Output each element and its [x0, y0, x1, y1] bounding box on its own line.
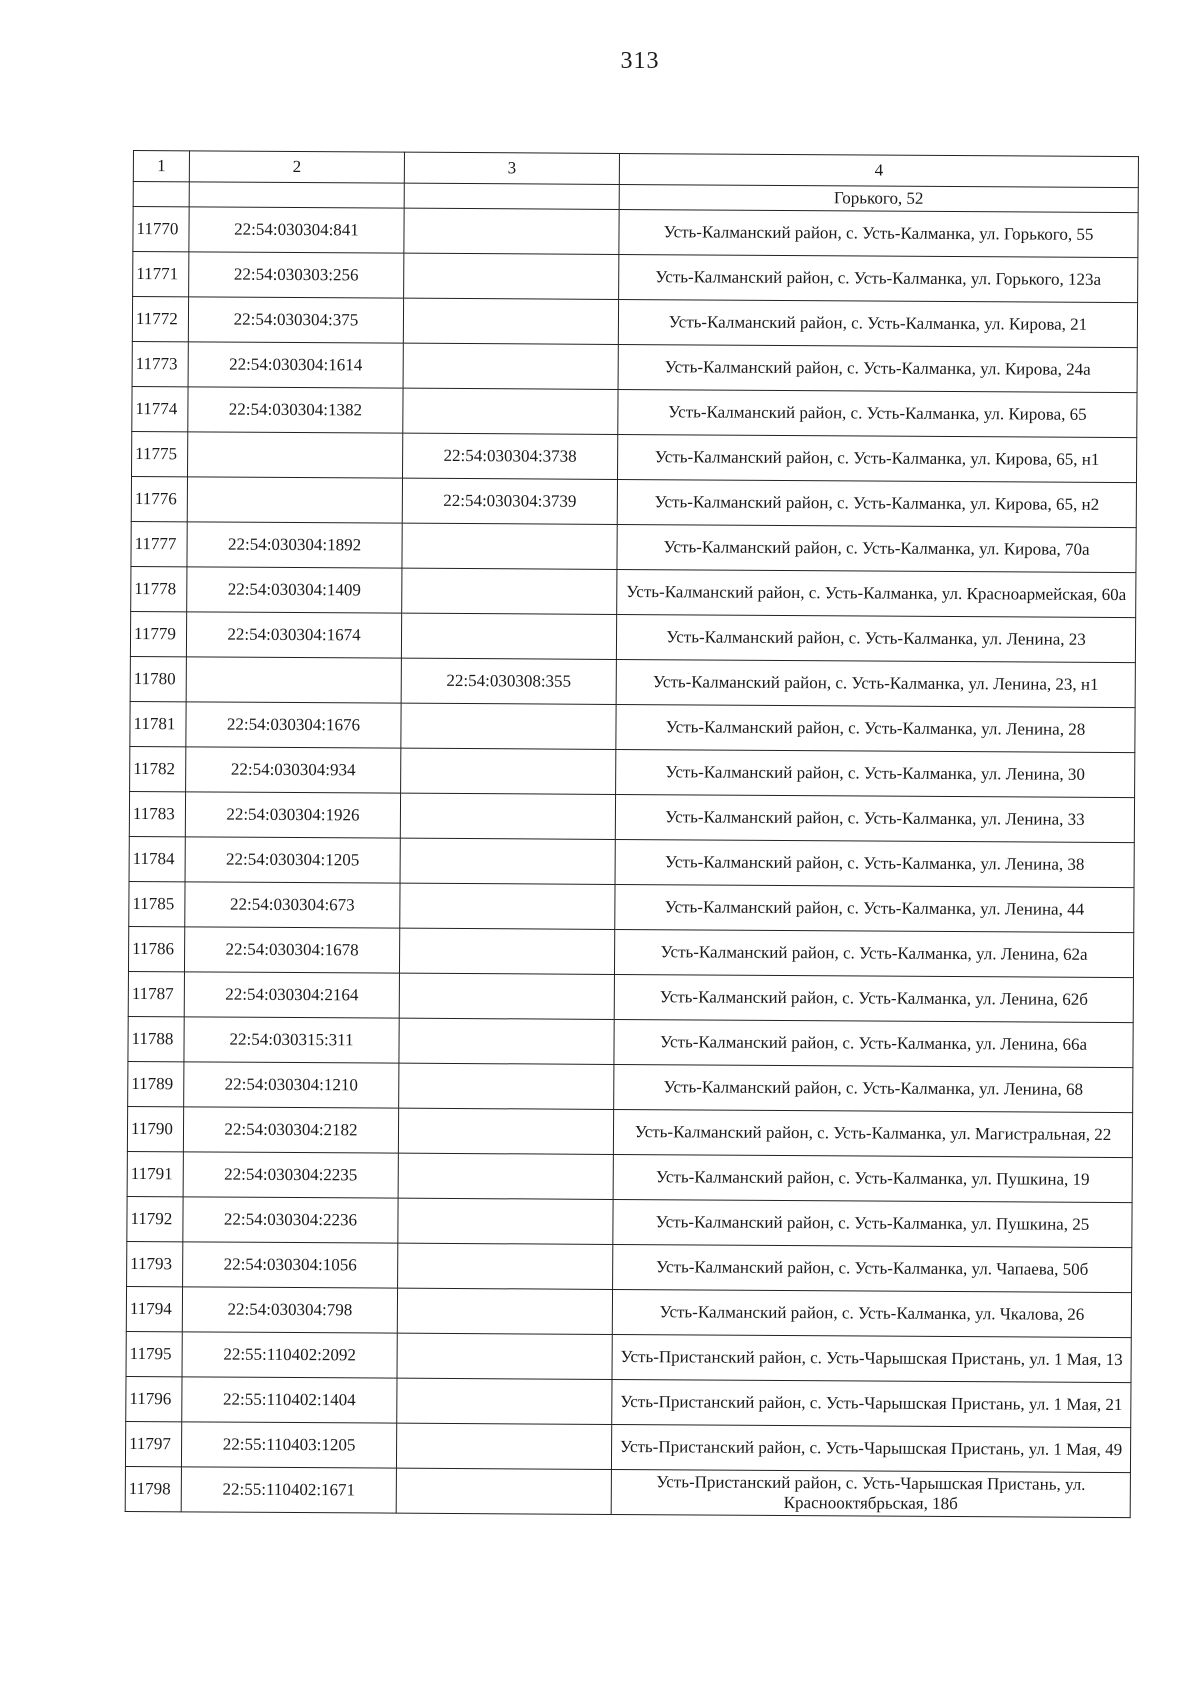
table-row	[130, 656, 1135, 707]
table-row	[132, 341, 1137, 392]
building-cadastral-number	[398, 1243, 613, 1289]
row-number: 11789	[128, 1061, 184, 1106]
row-number: 11775	[132, 431, 188, 476]
address: Усть-Калманский район, с. Усть-Калманка, ул. Ленина, 62б	[614, 974, 1133, 1022]
building-cadastral-number	[402, 523, 617, 569]
building-cadastral-number	[398, 1153, 613, 1199]
address: Усть-Калманский район, с. Усть-Калманка, ул. Ленина, 23, н1	[616, 659, 1135, 707]
table-row	[132, 297, 1137, 348]
row-number: 11774	[132, 386, 188, 431]
land-cadastral-number: 22:55:110402:1671	[181, 1467, 396, 1513]
address: Усть-Калманский район, с. Усть-Калманка, ул. Ленина, 33	[615, 794, 1134, 842]
table-row	[130, 701, 1135, 752]
row-number: 11783	[129, 791, 185, 836]
row-number: 11786	[128, 926, 184, 971]
row-number: 11795	[126, 1331, 182, 1376]
building-cadastral-number	[403, 298, 618, 344]
land-cadastral-number: 22:54:030304:1056	[183, 1242, 398, 1288]
row-number: 11793	[127, 1241, 183, 1286]
land-cadastral-number: 22:54:030304:1382	[188, 387, 403, 433]
land-cadastral-number: 22:54:030304:375	[188, 297, 403, 343]
table-body	[125, 151, 1138, 1518]
land-cadastral-number: 22:54:030304:2235	[183, 1152, 398, 1198]
row-number: 11791	[127, 1151, 183, 1196]
table-row	[130, 611, 1135, 662]
land-cadastral-number: 22:55:110402:2092	[182, 1332, 397, 1378]
land-cadastral-number: 22:54:030304:1205	[185, 837, 400, 883]
land-cadastral-number	[188, 432, 403, 478]
table-row	[133, 252, 1138, 303]
table-row	[130, 746, 1135, 797]
row-number: 11780	[130, 656, 186, 701]
address: Усть-Калманский район, с. Усть-Калманка, ул. Красноармейская, 60а	[617, 569, 1136, 617]
address: Усть-Калманский район, с. Усть-Калманка, ул. Ленина, 38	[615, 839, 1134, 887]
land-cadastral-number: 22:54:030304:1678	[184, 927, 399, 973]
table-row	[128, 971, 1133, 1022]
row-number: 11772	[132, 297, 188, 342]
building-cadastral-number	[396, 1468, 611, 1514]
building-cadastral-number	[404, 253, 619, 299]
address: Усть-Калманский район, с. Усть-Калманка, ул. Кирова, 21	[618, 299, 1137, 347]
land-cadastral-number: 22:54:030304:1926	[185, 792, 400, 838]
land-cadastral-number: 22:55:110403:1205	[181, 1422, 396, 1468]
table-row	[126, 1286, 1131, 1337]
table-row	[133, 207, 1138, 258]
address: Усть-Калманский район, с. Усть-Калманка, ул. Ленина, 44	[615, 884, 1134, 932]
land-cadastral-number: 22:54:030304:798	[182, 1287, 397, 1333]
building-cadastral-number	[396, 1423, 611, 1469]
row-number: 11787	[128, 971, 184, 1016]
address: Усть-Калманский район, с. Усть-Калманка, ул. Горького, 123а	[619, 254, 1138, 302]
continuation-address: Горького, 52	[619, 184, 1138, 212]
building-cadastral-number	[401, 703, 616, 749]
row-number: 11776	[131, 476, 187, 521]
column-header-2: 2	[189, 151, 404, 183]
table-row	[132, 431, 1137, 482]
table-row	[128, 1061, 1133, 1112]
row-number: 11771	[133, 252, 189, 297]
building-cadastral-number: 22:54:030304:3738	[403, 433, 618, 479]
table-row	[128, 926, 1133, 977]
row-number: 11773	[132, 341, 188, 386]
land-cadastral-number: 22:54:030315:311	[184, 1017, 399, 1063]
address: Усть-Калманский район, с. Усть-Калманка, ул. Ленина, 30	[616, 749, 1135, 797]
address: Усть-Калманский район, с. Усть-Калманка, ул. Ленина, 66а	[614, 1019, 1133, 1067]
address: Усть-Калманский район, с. Усть-Калманка, ул. Кирова, 65	[618, 389, 1137, 437]
address: Усть-Калманский район, с. Усть-Калманка, ул. Ленина, 62а	[614, 929, 1133, 977]
row-number: 11788	[128, 1016, 184, 1061]
row-number: 11778	[131, 566, 187, 611]
column-header-4: 4	[619, 153, 1138, 187]
table-row	[126, 1376, 1131, 1427]
building-cadastral-number	[404, 208, 619, 254]
address: Усть-Калманский район, с. Усть-Калманка, ул. Кирова, 65, н1	[617, 434, 1136, 482]
address: Усть-Калманский район, с. Усть-Калманка, ул. Чкалова, 26	[612, 1289, 1131, 1337]
building-cadastral-number: 22:54:030304:3739	[402, 478, 617, 524]
building-cadastral-number	[401, 613, 616, 659]
building-cadastral-number	[398, 1108, 613, 1154]
land-cadastral-number	[187, 477, 402, 523]
land-cadastral-number: 22:54:030304:1676	[186, 702, 401, 748]
row-number: 11796	[126, 1376, 182, 1421]
land-cadastral-number: 22:54:030304:1409	[187, 567, 402, 613]
table-row	[129, 881, 1134, 932]
row-number: 11794	[126, 1286, 182, 1331]
row-number: 11792	[127, 1196, 183, 1241]
land-cadastral-number	[186, 657, 401, 703]
building-cadastral-number	[400, 883, 615, 929]
land-cadastral-number: 22:54:030304:2164	[184, 972, 399, 1018]
land-cadastral-number: 22:54:030304:1892	[187, 522, 402, 568]
land-cadastral-number: 22:54:030304:2236	[183, 1197, 398, 1243]
address: Усть-Калманский район, с. Усть-Калманка, ул. Кирова, 65, н2	[617, 479, 1136, 527]
land-cadastral-number: 22:54:030304:934	[186, 747, 401, 793]
land-cadastral-number: 22:54:030304:1674	[186, 612, 401, 658]
building-cadastral-number	[403, 343, 618, 389]
building-cadastral-number	[400, 793, 615, 839]
address: Усть-Калманский район, с. Усть-Калманка, ул. Ленина, 23	[616, 614, 1135, 662]
row-number: 11798	[125, 1466, 181, 1511]
land-cadastral-number: 22:54:030304:673	[185, 882, 400, 928]
table-row	[129, 791, 1134, 842]
table-row	[132, 386, 1137, 437]
address: Усть-Калманский район, с. Усть-Калманка, ул. Пушкина, 25	[613, 1199, 1132, 1247]
address: Усть-Пристанский район, с. Усть-Чарышская Пристань, ул. 1 Мая, 21	[612, 1379, 1131, 1427]
table-row	[125, 1421, 1130, 1472]
table-row	[127, 1196, 1132, 1247]
land-cadastral-number: 22:54:030303:256	[189, 252, 404, 298]
table-row	[125, 1466, 1130, 1517]
building-cadastral-number	[399, 928, 614, 974]
address: Усть-Калманский район, с. Усть-Калманка, ул. Кирова, 24а	[618, 344, 1137, 392]
land-cadastral-number: 22:54:030304:2182	[183, 1107, 398, 1153]
row-number: 11781	[130, 701, 186, 746]
building-cadastral-number: 22:54:030308:355	[401, 658, 616, 704]
address: Усть-Калманский район, с. Усть-Калманка, ул. Магистральная, 22	[613, 1109, 1132, 1157]
address: Усть-Пристанский район, с. Усть-Чарышская Пристань, ул. 1 Мая, 13	[612, 1334, 1131, 1382]
address: Усть-Пристанский район, с. Усть-Чарышская Пристань, ул. 1 Мая, 49	[611, 1424, 1130, 1472]
address: Усть-Калманский район, с. Усть-Калманка, ул. Горького, 55	[619, 209, 1138, 257]
building-cadastral-number	[398, 1198, 613, 1244]
row-number: 11784	[129, 836, 185, 881]
table-row	[127, 1106, 1132, 1157]
building-cadastral-number	[402, 568, 617, 614]
building-cadastral-number	[397, 1288, 612, 1334]
continuation-cad-land	[189, 182, 404, 208]
row-number: 11790	[127, 1106, 183, 1151]
address: Усть-Калманский район, с. Усть-Калманка, ул. Кирова, 70а	[617, 524, 1136, 572]
land-cadastral-number: 22:54:030304:841	[189, 207, 404, 253]
row-number: 11782	[130, 746, 186, 791]
table-row	[131, 476, 1136, 527]
registry-table	[125, 150, 1139, 1518]
building-cadastral-number	[397, 1333, 612, 1379]
building-cadastral-number	[400, 838, 615, 884]
address: Усть-Калманский район, с. Усть-Калманка, ул. Пушкина, 19	[613, 1154, 1132, 1202]
address: Усть-Калманский район, с. Усть-Калманка, ул. Ленина, 28	[616, 704, 1135, 752]
row-number: 11779	[130, 611, 186, 656]
building-cadastral-number	[399, 973, 614, 1019]
column-header-3: 3	[404, 152, 619, 184]
continuation-cad-bld	[404, 183, 619, 209]
row-number: 11785	[129, 881, 185, 926]
table-row	[128, 1016, 1133, 1067]
table-row	[126, 1331, 1131, 1382]
table-row	[127, 1241, 1132, 1292]
table-row	[131, 566, 1136, 617]
column-header-1: 1	[133, 151, 189, 182]
land-cadastral-number: 22:55:110402:1404	[182, 1377, 397, 1423]
table-row	[129, 836, 1134, 887]
land-cadastral-number: 22:54:030304:1210	[184, 1062, 399, 1108]
address: Усть-Калманский район, с. Усть-Калманка, ул. Чапаева, 50б	[613, 1244, 1132, 1292]
address: Усть-Пристанский район, с. Усть-Чарышская Пристань, ул. Краснооктябрьская, 18б	[611, 1469, 1130, 1517]
building-cadastral-number	[399, 1018, 614, 1064]
building-cadastral-number	[401, 748, 616, 794]
building-cadastral-number	[399, 1063, 614, 1109]
address: Усть-Калманский район, с. Усть-Калманка, ул. Ленина, 68	[614, 1064, 1133, 1112]
table-row	[131, 521, 1136, 572]
row-number: 11770	[133, 207, 189, 252]
row-number: 11777	[131, 521, 187, 566]
page-number: 313	[620, 48, 660, 74]
land-cadastral-number: 22:54:030304:1614	[188, 342, 403, 388]
table-row	[127, 1151, 1132, 1202]
continuation-num	[133, 182, 189, 207]
row-number: 11797	[125, 1421, 181, 1466]
building-cadastral-number	[397, 1378, 612, 1424]
building-cadastral-number	[403, 388, 618, 434]
